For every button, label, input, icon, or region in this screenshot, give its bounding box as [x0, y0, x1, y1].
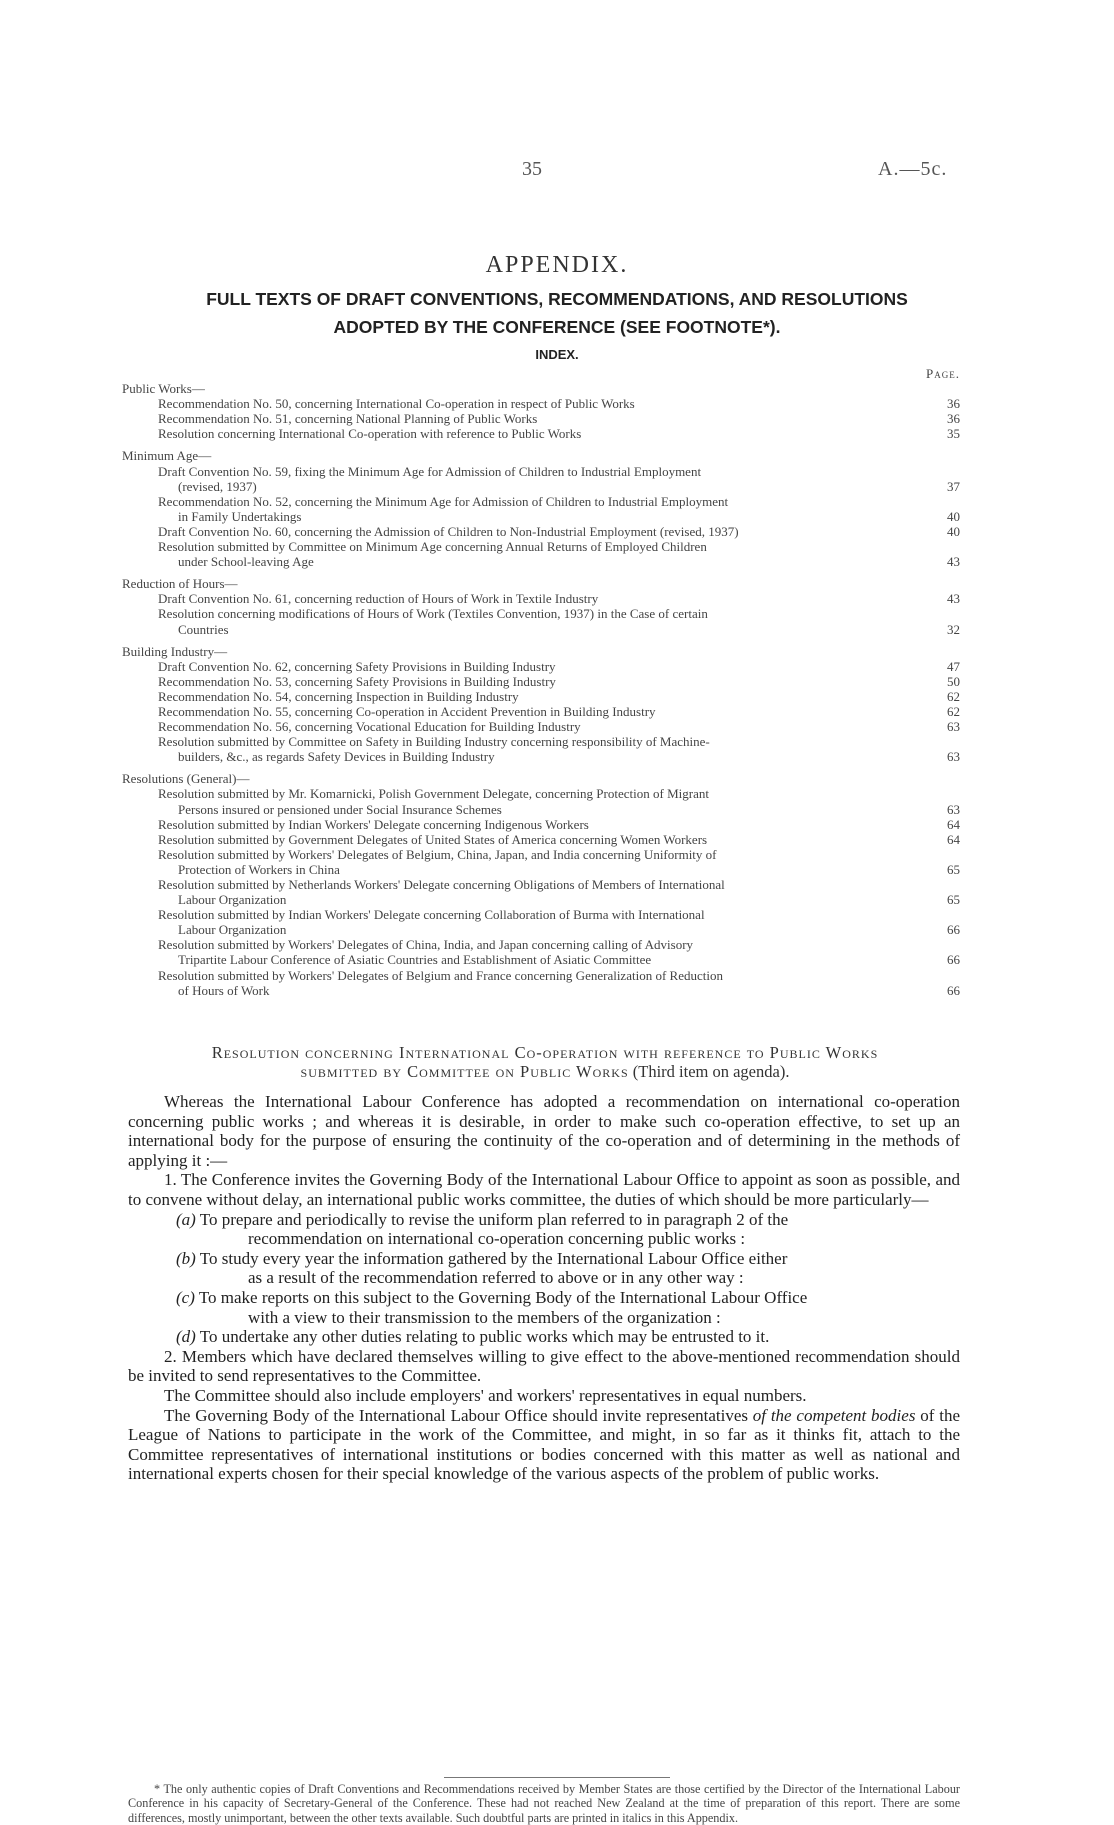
- clause-continuation: recommendation on international co-operation concerning public works :: [248, 1229, 746, 1249]
- index-entry-title: Resolution submitted by Workers' Delegates of Belgium and France concerning Generalization of Reduction: [158, 967, 723, 983]
- index-entry-continuation: Labour Organization: [178, 922, 287, 938]
- clause-continuation: as a result of the recommendation referred to above or in any other way :: [248, 1268, 744, 1288]
- index-section: [122, 381, 960, 441]
- index-section: [122, 448, 960, 569]
- index-entry-continuation: in Family Undertakings: [178, 508, 302, 524]
- index-section: [122, 644, 960, 765]
- footnote-rule: [444, 1777, 670, 1778]
- index-entry-continuation: Countries: [178, 621, 229, 637]
- page-header: [0, 158, 1114, 188]
- index-entry: [122, 396, 960, 411]
- index-entry: [122, 659, 960, 674]
- index-entry: [122, 591, 960, 606]
- clause-label: (d): [176, 1327, 196, 1347]
- paragraph-1: 1. The Conference invites the Governing Body of the International Labour Office to appoint as soon as possible, and to convene without delay, an international public works committee, the duties of which should be more particularly—: [128, 1170, 960, 1209]
- index-entry-page: 65: [947, 892, 960, 908]
- index-entry: [122, 411, 960, 426]
- index-entry-title: Resolution submitted by Netherlands Workers' Delegate concerning Obligations of Members of International: [158, 877, 725, 892]
- resolution-body: [128, 1092, 960, 1484]
- index-entry-title: Recommendation No. 56, concerning Vocational Education for Building Industry: [158, 719, 581, 735]
- index-heading: INDEX.: [535, 347, 579, 362]
- clause-label: (a): [176, 1209, 196, 1229]
- index-entry-title: Resolution submitted by Committee on Minimum Age concerning Annual Returns of Employed Children: [158, 539, 707, 555]
- appendix-title: APPENDIX.: [485, 252, 629, 278]
- clause-text: To undertake any other duties relating to public works which may be entrusted to it.: [199, 1327, 770, 1347]
- clause: [128, 1288, 960, 1327]
- index-entry: [122, 689, 960, 704]
- paragraph-3: The Committee should also include employers' and workers' representatives in equal numbers.: [164, 1385, 807, 1405]
- index-entry-title: Draft Convention No. 62, concerning Safety Provisions in Building Industry: [158, 658, 556, 674]
- main-title-line-1: FULL TEXTS OF DRAFT CONVENTIONS, RECOMMENDATIONS, AND RESOLUTIONS: [206, 289, 908, 309]
- page-column-heading: Page.: [926, 366, 960, 381]
- clause-text: To study every year the information gathered by the International Labour Office either: [199, 1248, 788, 1268]
- index-entry-page: 43: [947, 554, 960, 570]
- index-entry: [122, 426, 960, 441]
- index-entry: [122, 847, 960, 877]
- index-entry-page: 66: [947, 982, 960, 998]
- index-entry: [122, 704, 960, 719]
- index-entry-title: Recommendation No. 55, concerning Co-operation in Accident Prevention in Building Industry: [158, 703, 656, 719]
- index-section: [122, 771, 960, 997]
- index-section-title: Resolutions (General)—: [122, 771, 250, 787]
- index-entry-continuation: (revised, 1937): [178, 478, 257, 494]
- index-entry-page: 43: [947, 591, 960, 607]
- index-entry-title: Recommendation No. 54, concerning Inspection in Building Industry: [158, 688, 519, 704]
- index-list: [122, 366, 960, 998]
- index-entry-page: 40: [947, 523, 960, 539]
- index-entry-page: 63: [947, 719, 960, 735]
- index-entry: [122, 734, 960, 764]
- index-entry-continuation: of Hours of Work: [178, 982, 270, 998]
- index-entry-title: Resolution submitted by Indian Workers' Delegate concerning Indigenous Workers: [158, 816, 589, 832]
- index-entry: [122, 606, 960, 636]
- preamble: Whereas the International Labour Conference has adopted a recommendation on international co-operation concerning public works ; and whereas it is desirable, in order to make such co-operation effective, to set up an international body for the purpose of ensuring the continuity of the co-operation and of determining in the methods of applying it :—: [128, 1092, 960, 1170]
- index-entry-page: 66: [947, 952, 960, 968]
- index-entry: [122, 832, 960, 847]
- index-entry-title: Draft Convention No. 60, concerning the Admission of Children to Non-Industrial Employment (revised, 1937): [158, 523, 739, 539]
- index-entry: [122, 524, 960, 539]
- clause: [128, 1327, 960, 1347]
- index-entry-continuation: Persons insured or pensioned under Social Insurance Schemes: [178, 801, 502, 817]
- index-entry: [122, 539, 960, 569]
- index-entry-title: Resolution submitted by Committee on Safety in Building Industry concerning responsibility of Machine-: [158, 734, 710, 750]
- index-entry-continuation: under School-leaving Age: [178, 554, 314, 570]
- page-number: 35: [522, 158, 542, 180]
- resolution-title: [130, 1043, 960, 1081]
- index-entry-page: 62: [947, 703, 960, 719]
- document-reference: A.—5c.: [878, 158, 948, 180]
- index-entry-title: Draft Convention No. 61, concerning reduction of Hours of Work in Textile Industry: [158, 591, 599, 607]
- index-entry-title: Recommendation No. 53, concerning Safety Provisions in Building Industry: [158, 673, 556, 689]
- index-section-title: Public Works—: [122, 381, 205, 397]
- paragraph-2: 2. Members which have declared themselves willing to give effect to the above-mentioned recommendation should be invited to send representatives to the Committee.: [128, 1346, 960, 1386]
- index-entry-page: 63: [947, 801, 960, 817]
- index-entry-page: 36: [947, 396, 960, 412]
- clause-continuation: with a view to their transmission to the members of the organization :: [248, 1307, 721, 1327]
- index-entry: [122, 817, 960, 832]
- index-entry: [122, 968, 960, 998]
- index-entry-page: 47: [947, 658, 960, 674]
- footnote-text: * The only authentic copies of Draft Conventions and Recommendations received by Member States are those certified by the Director of the International Labour Conference in his capacity of Secretary-General of the Conference. These had not reached New Zealand at the time of preparation of this report. There are some differences, mostly unimportant, between the other texts available. Such doubtful parts are printed in italics in this Appendix.: [128, 1782, 960, 1825]
- index-entry: [122, 877, 960, 907]
- index-section: [122, 576, 960, 636]
- index-entry: [122, 786, 960, 816]
- index-entry-title: Recommendation No. 50, concerning International Co-operation in respect of Public Works: [158, 396, 635, 412]
- paragraph-4: The Governing Body of the International Labour Office should invite representatives of the competent bodies of the League of Nations to participate in the work of the Committee, and might, in so far as it thinks fit, attach to the Committee representatives of international institutions or bodies concerned with this matter as well as national and international experts chosen for their special knowledge of the various aspects of the problem of public works.: [128, 1405, 960, 1484]
- index-entry: [122, 464, 960, 494]
- index-entry-continuation: Tripartite Labour Conference of Asiatic Countries and Establishment of Asiatic Committee: [178, 952, 652, 968]
- main-title-line-2: ADOPTED BY THE CONFERENCE (SEE FOOTNOTE*).: [333, 317, 781, 337]
- resolution-title-line-1: Resolution concerning International Co-operation with reference to Public Works: [211, 1043, 879, 1062]
- clause-label: (c): [176, 1287, 195, 1307]
- index-entry-page: 50: [947, 673, 960, 689]
- index-entry-page: 63: [947, 749, 960, 765]
- index-entry-page: 64: [947, 816, 960, 832]
- clause-text: To make reports on this subject to the Governing Body of the International Labour Office: [198, 1287, 808, 1307]
- index-entry-title: Resolution submitted by Workers' Delegates of China, India, and Japan concerning calling of Advisory: [158, 937, 694, 953]
- clause-list: [128, 1210, 960, 1347]
- index-entry-page: 65: [947, 861, 960, 877]
- index-entry-page: 37: [947, 478, 960, 494]
- index-section-title: Reduction of Hours—: [122, 576, 238, 592]
- index-entry: [122, 719, 960, 734]
- index-entry-page: 32: [947, 621, 960, 637]
- index-entry-page: 62: [947, 688, 960, 704]
- index-entry: [122, 937, 960, 967]
- resolution-title-line-2: submitted by Committee on Public Works (Third item on agenda).: [300, 1062, 790, 1081]
- clause: [128, 1249, 960, 1288]
- index-entry-continuation: Labour Organization: [178, 892, 287, 908]
- index-entry-continuation: Protection of Workers in China: [178, 861, 340, 877]
- index-entry-title: Resolution submitted by Government Delegates of United States of America concerning Women Workers: [158, 831, 708, 847]
- index-entry-page: 35: [947, 426, 960, 442]
- index-entry-title: Draft Convention No. 59, fixing the Minimum Age for Admission of Children to Industrial Employment: [158, 463, 702, 479]
- clause-text: To prepare and periodically to revise the uniform plan referred to in paragraph 2 of the: [199, 1209, 789, 1229]
- clause-label: (b): [176, 1248, 196, 1268]
- italic-phrase: of the competent bodies: [752, 1405, 916, 1425]
- index-entry: [122, 907, 960, 937]
- index-entry-title: Recommendation No. 51, concerning National Planning of Public Works: [158, 411, 538, 427]
- index-entry-page: 64: [947, 831, 960, 847]
- index-entry-title: Recommendation No. 52, concerning the Minimum Age for Admission of Children to Industrial Employment: [158, 493, 729, 509]
- index-section-title: Building Industry—: [122, 643, 228, 659]
- clause: [128, 1210, 960, 1249]
- index-entry-page: 36: [947, 411, 960, 427]
- index-entry: [122, 494, 960, 524]
- index-entry-title: Resolution submitted by Workers' Delegates of Belgium, China, Japan, and India concerning Uniformity of: [158, 846, 717, 862]
- index-section-title: Minimum Age—: [122, 448, 212, 464]
- index-entry-title: Resolution submitted by Indian Workers' Delegate concerning Collaboration of Burma with International: [158, 907, 705, 923]
- index-entry-page: 66: [947, 922, 960, 938]
- index-entry: [122, 674, 960, 689]
- index-entry-title: Resolution concerning International Co-operation with reference to Public Works: [158, 426, 582, 442]
- index-entry-page: 40: [947, 508, 960, 524]
- index-entry-title: Resolution concerning modifications of Hours of Work (Textiles Convention, 1937) in the Case of certain: [158, 606, 708, 622]
- index-entry-continuation: builders, &c., as regards Safety Devices in Building Industry: [178, 749, 495, 765]
- index-entry-title: Resolution submitted by Mr. Komarnicki, Polish Government Delegate, concerning Protection of Migrant: [158, 786, 709, 802]
